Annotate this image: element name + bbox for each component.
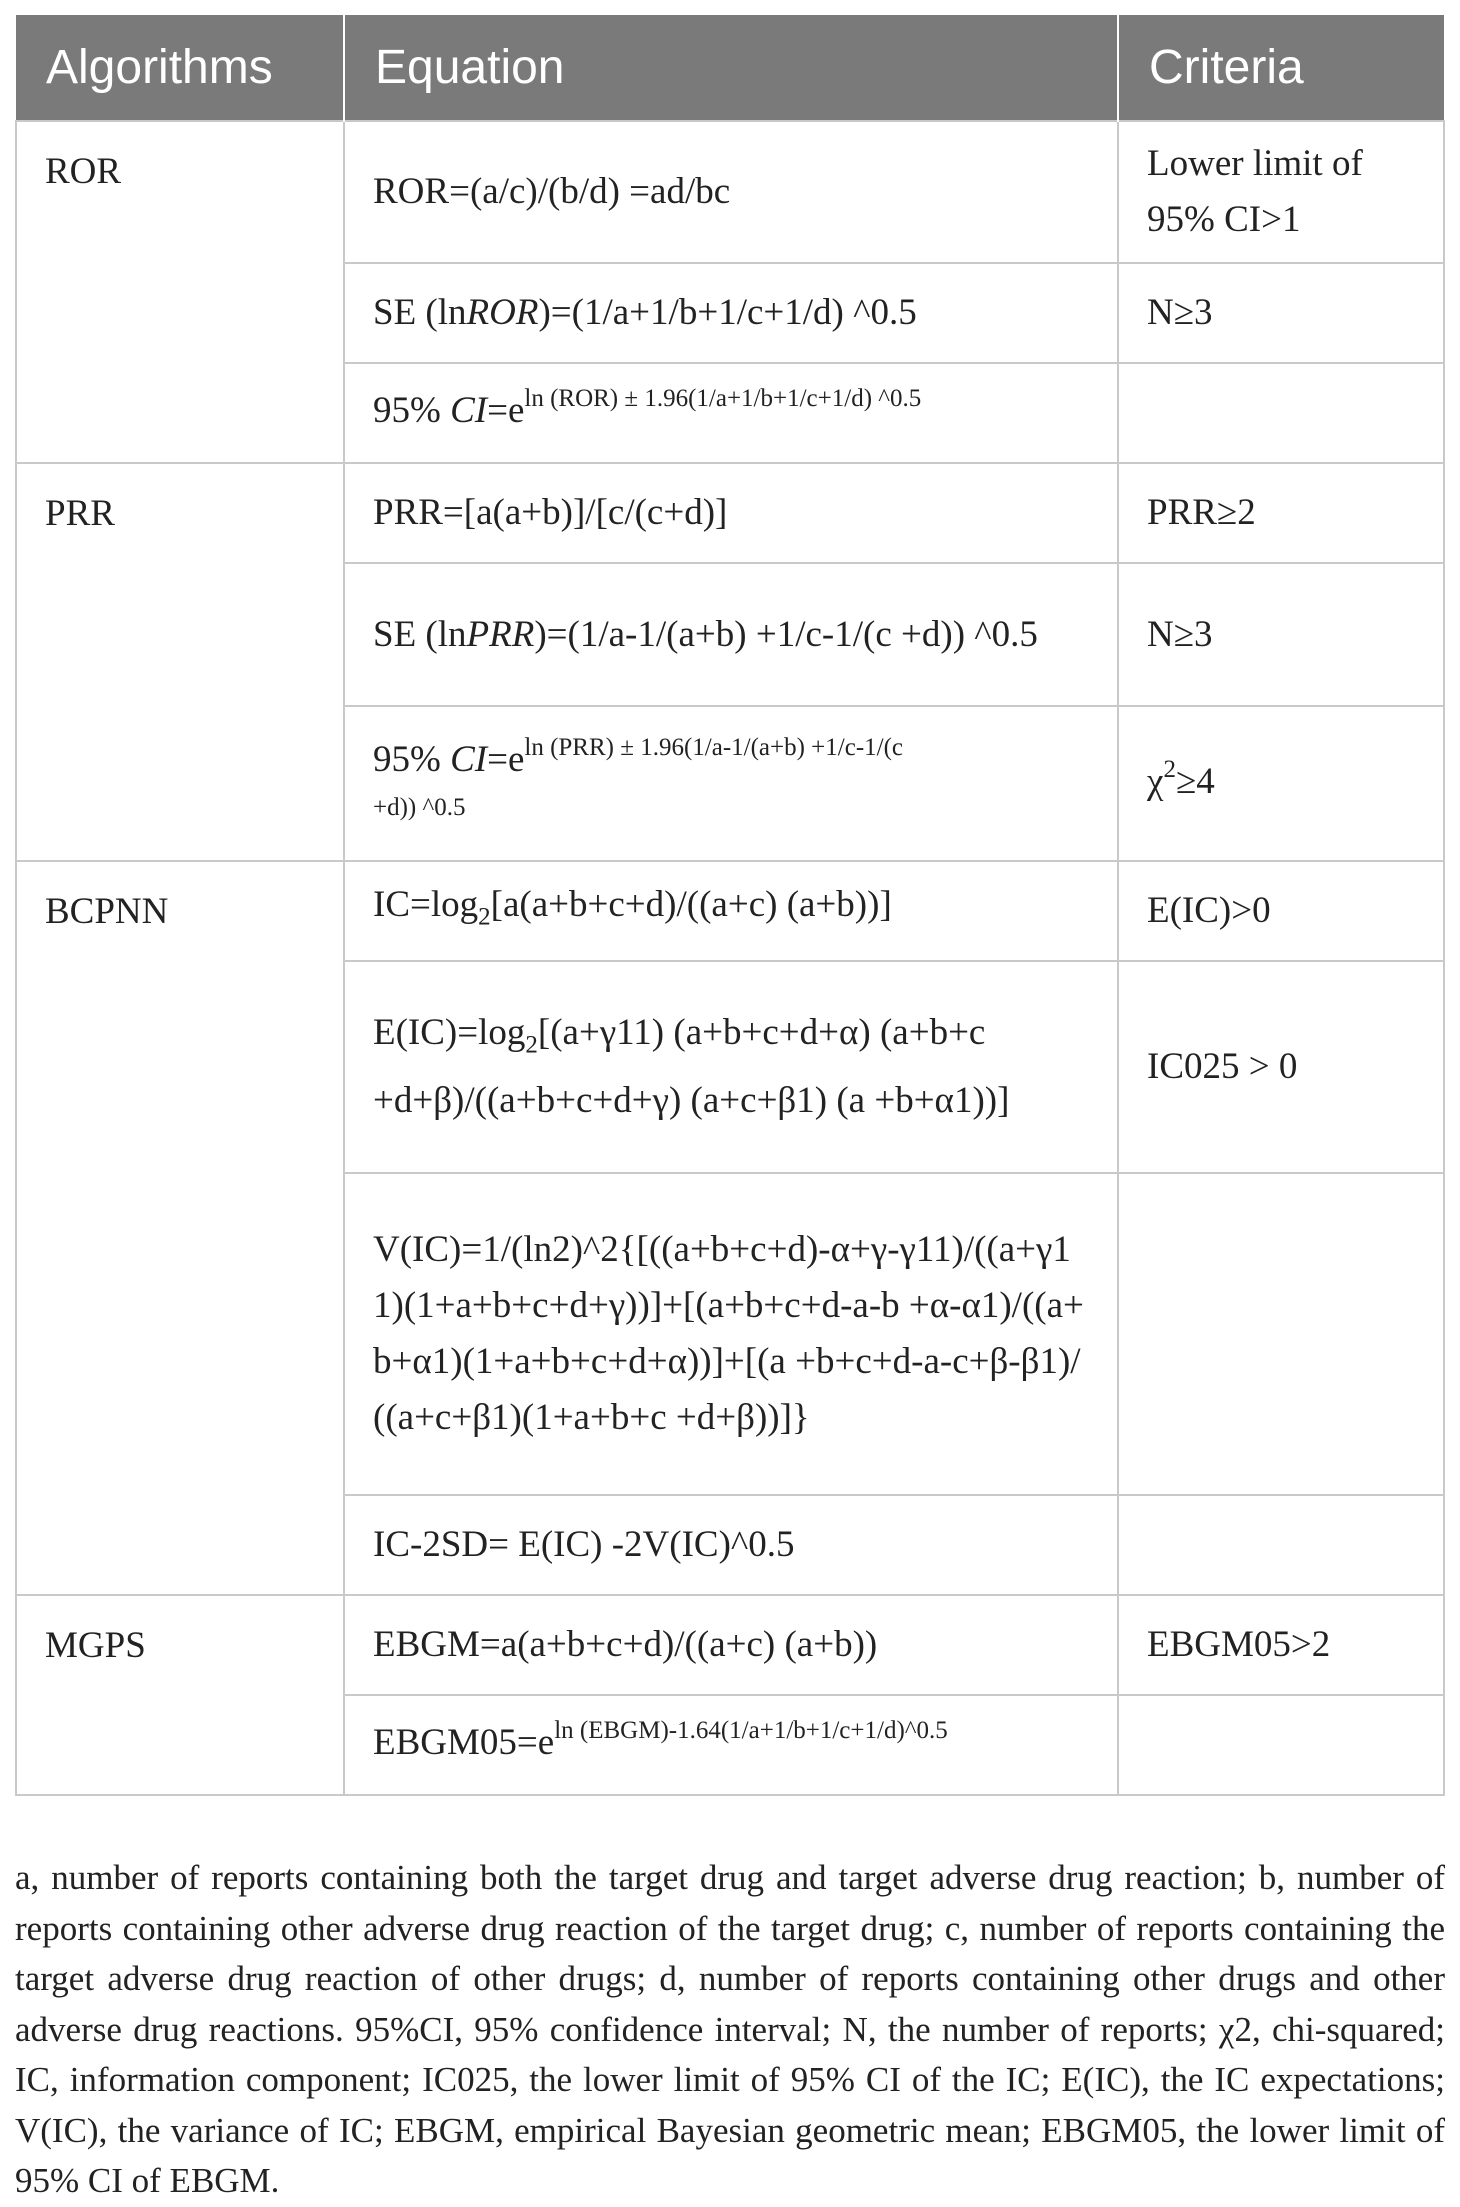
prr-criteria: PRR≥2 xyxy=(1118,463,1444,563)
prr-equation: PRR=[a(a+b)]/[c/(c+d)] xyxy=(344,463,1118,563)
table-row xyxy=(16,1595,1444,1695)
bcpnn-ic2sd-equation: IC-2SD= E(IC) -2V(IC)^0.5 xyxy=(344,1495,1118,1595)
header-algorithms: Algorithms xyxy=(16,15,344,121)
prr-se-criteria: N≥3 xyxy=(1118,563,1444,706)
ror-se-equation: SE (lnROR)=(1/a+1/b+1/c+1/d) ^0.5 xyxy=(344,263,1118,363)
ror-equation: ROR=(a/c)/(b/d) =ad/bc xyxy=(344,121,1118,263)
mgps-ebgm05-equation: $EBGM05=e^{ln (EBGM)-1.64(1/a+1/b+1/c+1/d)\^{}0.5}$ xyxy=(344,1695,1118,1795)
table-row xyxy=(16,121,1444,263)
table-row xyxy=(16,463,1444,563)
bcpnn-ic2sd-criteria xyxy=(1118,1495,1444,1595)
bcpnn-vic-criteria xyxy=(1118,1173,1444,1495)
table-header-row xyxy=(16,15,1444,121)
table-footnote: a, number of reports containing both the target drug and target adverse drug reaction; b, number of reports containing other adverse drug reaction of the target drug; c, number of reports containing the target adverse drug reaction of other drugs; d, number of reports containing other drugs and other adverse drug reactions. 95%CI, 95% confidence interval; N, the number of reports; χ2, chi-squared; IC, information component; IC025, the lower limit of 95% CI of the IC; E(IC), the IC expectations; V(IC), the variance of IC; EBGM, empirical Bayesian geometric mean; EBGM05, the lower limit of 95% CI of EBGM. xyxy=(15,1858,1445,2200)
bcpnn-ic-equation: $IC=\log_2[a(a+b+c+d)/((a+c)$ (a+b))] xyxy=(344,861,1118,961)
bcpnn-vic-equation: V(IC)=1/(ln2)^2{[((a+b+c+d)-α+γ-γ11)/((a+γ11)(1+a+b+c+d+γ))]+[(a+b+c+d-a-b +α-α1)/((a+b+α1)(1+a+b+c+d+α))]+[(a +b+c+d-a-c+β-β1)/((a+c+β1)(1+a+b+c +d+β))]} xyxy=(344,1173,1118,1495)
ror-criteria: Lower limit of 95% CI>1 xyxy=(1118,121,1444,263)
ror-ci-equation: 95% $CI=e^{ln (ROR) \pm 1.96(1/a+1/b+1/c+1/d) \^{}0.5}$ xyxy=(344,363,1118,463)
bcpnn-eic-criteria: IC025 > 0 xyxy=(1118,961,1444,1173)
mgps-ebgm05-criteria xyxy=(1118,1695,1444,1795)
header-equation: Equation xyxy=(344,15,1118,121)
mgps-ebgm-equation: EBGM=a(a+b+c+d)/((a+c) (a+b)) xyxy=(344,1595,1118,1695)
algorithm-bcpnn: BCPNN xyxy=(16,861,344,1595)
mgps-ebgm-criteria: EBGM05>2 xyxy=(1118,1595,1444,1695)
bcpnn-eic-equation: $E(IC)=\log_2[(a+\gamma 11)$ (a+b+c+d+α) (a+b+c +d+β)/((a+b+c+d+γ) (a+c+β1) (a +b+α1))] xyxy=(344,961,1118,1173)
bcpnn-ic-criteria: E(IC)>0 xyxy=(1118,861,1444,961)
table-row xyxy=(16,861,1444,961)
header-criteria: Criteria xyxy=(1118,15,1444,121)
algorithm-prr: PRR xyxy=(16,463,344,861)
prr-ci-equation: 95% $CI=e^{ln (PRR) \pm 1.96(1/a-1/(a+b) +1/c-1/(c}$ +d)) ^0.5 xyxy=(344,706,1118,861)
ror-se-criteria: N≥3 xyxy=(1118,263,1444,363)
algorithms-table-container xyxy=(15,15,1443,1796)
prr-se-equation: SE (lnPRR)=(1/a-1/(a+b) +1/c-1/(c +d)) ^0.5 xyxy=(344,563,1118,706)
ror-ci-criteria xyxy=(1118,363,1444,463)
algorithm-mgps: MGPS xyxy=(16,1595,344,1795)
prr-chi-criteria: $\chi^2\ge 4$ xyxy=(1118,706,1444,861)
algorithm-ror: ROR xyxy=(16,121,344,463)
algorithms-table xyxy=(15,15,1445,1796)
